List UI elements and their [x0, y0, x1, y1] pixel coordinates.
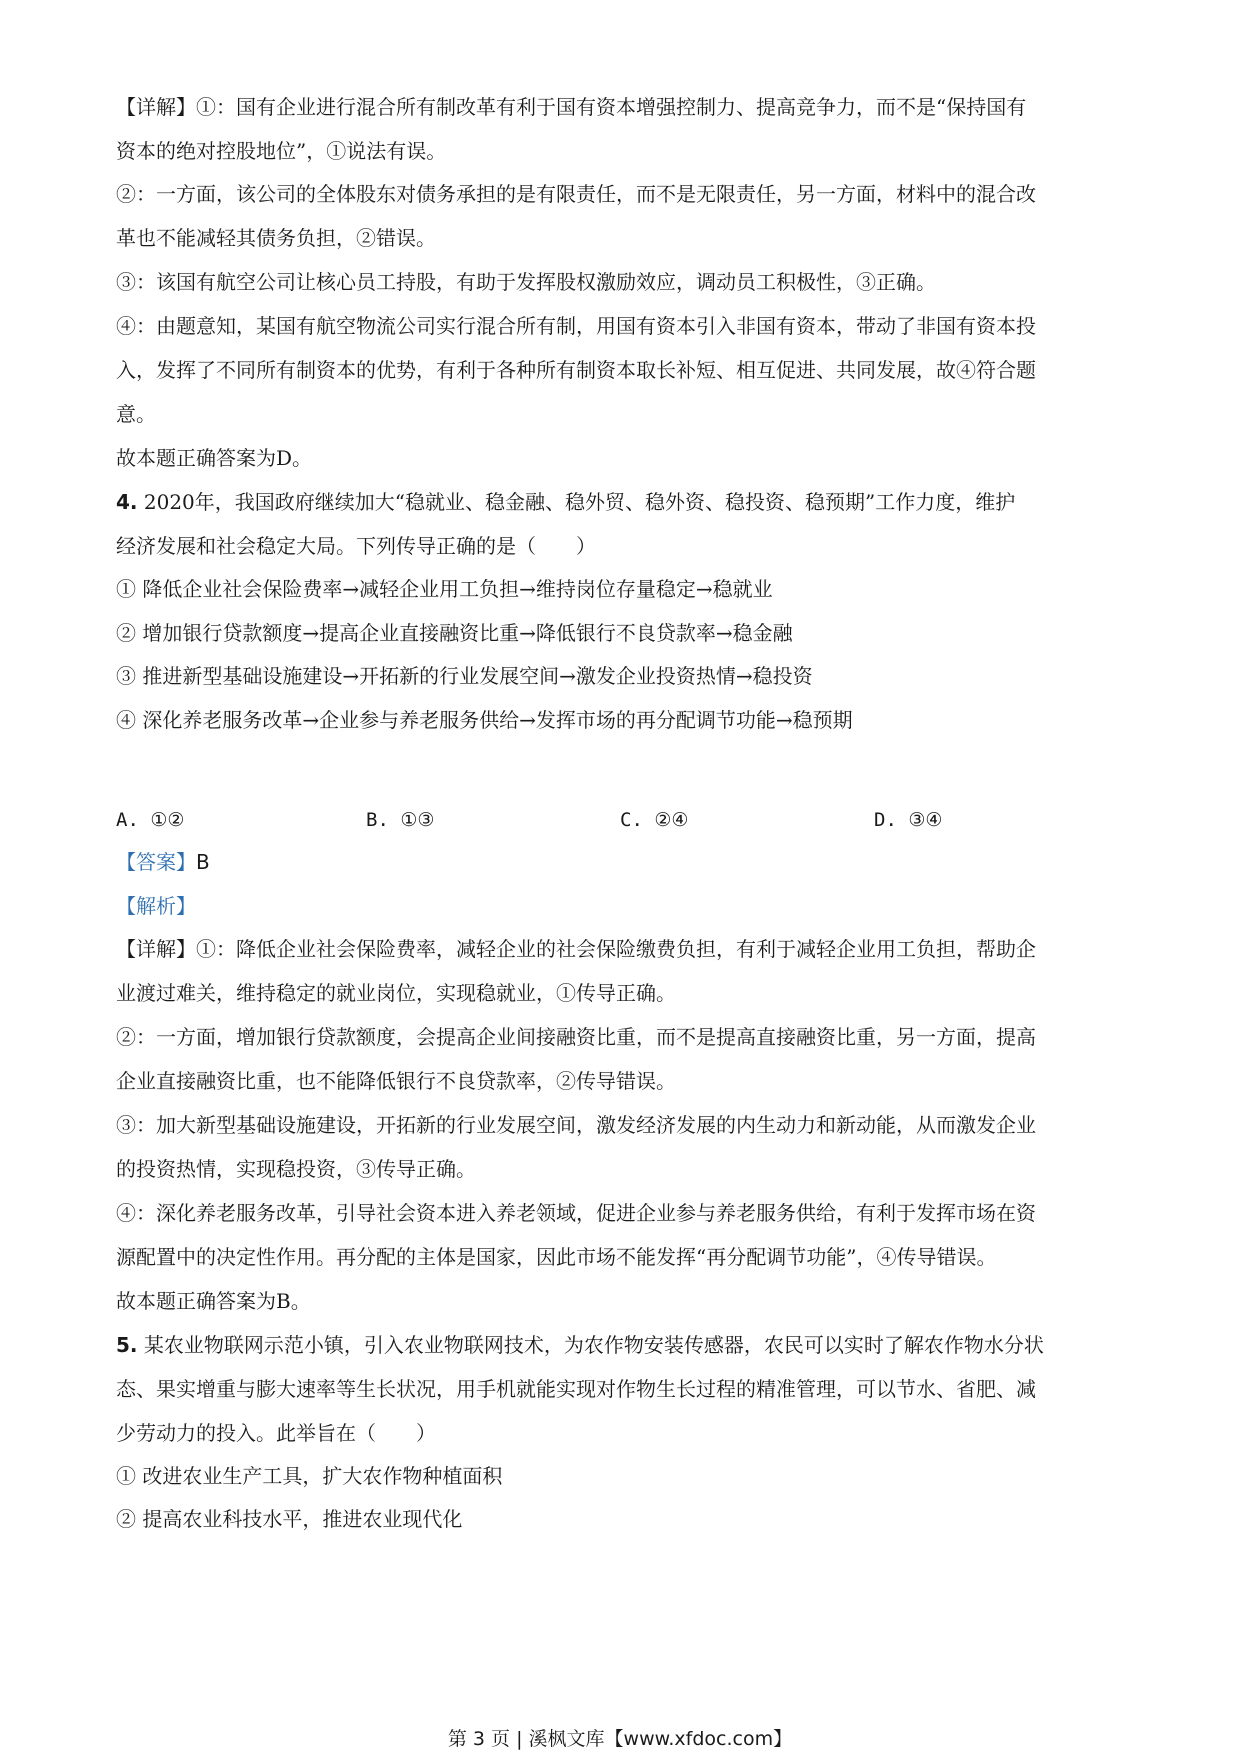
q3-explanation-line: ④：由题意知，某国有航空物流公司实行混合所有制，用国有资本引入非国有资本，带动了非国有资本投 — [116, 314, 1036, 338]
q5-stem-line: 少劳动力的投入。此举旨在（ ） — [116, 1421, 436, 1445]
q4-explanation-line: ④：深化养老服务改革，引导社会资本进入养老领域，促进企业参与养老服务供给，有利于发挥市场在资 — [116, 1201, 1036, 1225]
q3-explanation-line: ③：该国有航空公司让核心员工持股，有助于发挥股权激励效应，调动员工积极性，③正确。 — [116, 270, 936, 294]
q4-stem-text: 2020年，我国政府继续加大“稳就业、稳金融、稳外贸、稳外资、稳投资、稳预期”工作力度，维护 — [143, 490, 1016, 514]
q5-number: 5. — [116, 1333, 138, 1357]
q3-explanation-line: ②：一方面，该公司的全体股东对债务承担的是有限责任，而不是无限责任，另一方面，材料中的混合改 — [116, 182, 1036, 206]
q5-stem-text: 某农业物联网示范小镇，引入农业物联网技术，为农作物安装传感器，农民可以实时了解农作物水分状 — [143, 1333, 1044, 1357]
q3-explanation-line: 入，发挥了不同所有制资本的优势，有利于各种所有制资本取长补短、相互促进、共同发展，故④符合题 — [116, 358, 1036, 382]
answer-label: 【答案】 — [116, 850, 196, 874]
q4-explanation-line: 源配置中的决定性作用。再分配的主体是国家，因此市场不能发挥“再分配调节功能”，④传导错误。 — [116, 1245, 997, 1269]
q4-option-b: B. ①③ — [366, 809, 435, 831]
q4-explanation-line: ③：加大新型基础设施建设，开拓新的行业发展空间，激发经济发展的内生动力和新动能，从而激发企业 — [116, 1113, 1036, 1137]
q5-stem-line: 态、果实增重与膨大速率等生长状况，用手机就能实现对作物生长过程的精准管理，可以节水、省肥、减 — [116, 1377, 1036, 1401]
q4-number: 4. — [116, 490, 138, 514]
q4-explanation-line: ②：一方面，增加银行贷款额度，会提高企业间接融资比重，而不是提高直接融资比重，另一方面，提高 — [116, 1025, 1036, 1049]
q4-answer — [116, 848, 1128, 876]
q4-option-d: D. ③④ — [874, 809, 943, 831]
q4-explanation-line: 企业直接融资比重，也不能降低银行不良贷款率，②传导错误。 — [116, 1069, 676, 1093]
q4-explanation-line: 业渡过难关，维持稳定的就业岗位，实现稳就业，①传导正确。 — [116, 981, 676, 1005]
q4-item: ② 增加银行贷款额度→提高企业直接融资比重→降低银行不良贷款率→稳金融 — [116, 621, 793, 645]
q4-explanation-line: 的投资热情，实现稳投资，③传导正确。 — [116, 1157, 476, 1181]
q3-explanation-line: 资本的绝对控股地位”，①说法有误。 — [116, 139, 447, 163]
q4-stem-line — [116, 488, 1128, 516]
q4-option-a: A. ①② — [116, 809, 185, 831]
q3-conclusion: 故本题正确答案为D。 — [116, 446, 313, 470]
q3-explanation-line: 革也不能减轻其债务负担，②错误。 — [116, 226, 436, 250]
q5-item: ② 提高农业科技水平，推进农业现代化 — [116, 1507, 463, 1531]
analysis-label: 【解析】 — [116, 894, 196, 918]
q4-item: ④ 深化养老服务改革→企业参与养老服务供给→发挥市场的再分配调节功能→稳预期 — [116, 708, 853, 732]
page-footer: 第 3 页 | 溪枫文库【www.xfdoc.com】 — [447, 1728, 793, 1750]
q4-stem-line: 经济发展和社会稳定大局。下列传导正确的是（ ） — [116, 534, 596, 558]
q4-item: ① 降低企业社会保险费率→减轻企业用工负担→维持岗位存量稳定→稳就业 — [116, 577, 773, 601]
q3-explanation-line: 意。 — [116, 402, 156, 426]
q5-item: ① 改进农业生产工具，扩大农作物种植面积 — [116, 1464, 503, 1488]
q5-stem-line — [116, 1331, 1128, 1359]
q4-conclusion: 故本题正确答案为B。 — [116, 1289, 311, 1313]
q4-option-c: C. ②④ — [620, 809, 689, 831]
q4-item: ③ 推进新型基础设施建设→开拓新的行业发展空间→激发企业投资热情→稳投资 — [116, 664, 813, 688]
answer-value: B — [196, 850, 210, 874]
q3-explanation-line: 【详解】①：国有企业进行混合所有制改革有利于国有资本增强控制力、提高竞争力，而不是“保持国有 — [116, 95, 1027, 119]
q4-explanation-line: 【详解】①：降低企业社会保险费率，减轻企业的社会保险缴费负担，有利于减轻企业用工负担，帮助企 — [116, 937, 1036, 961]
